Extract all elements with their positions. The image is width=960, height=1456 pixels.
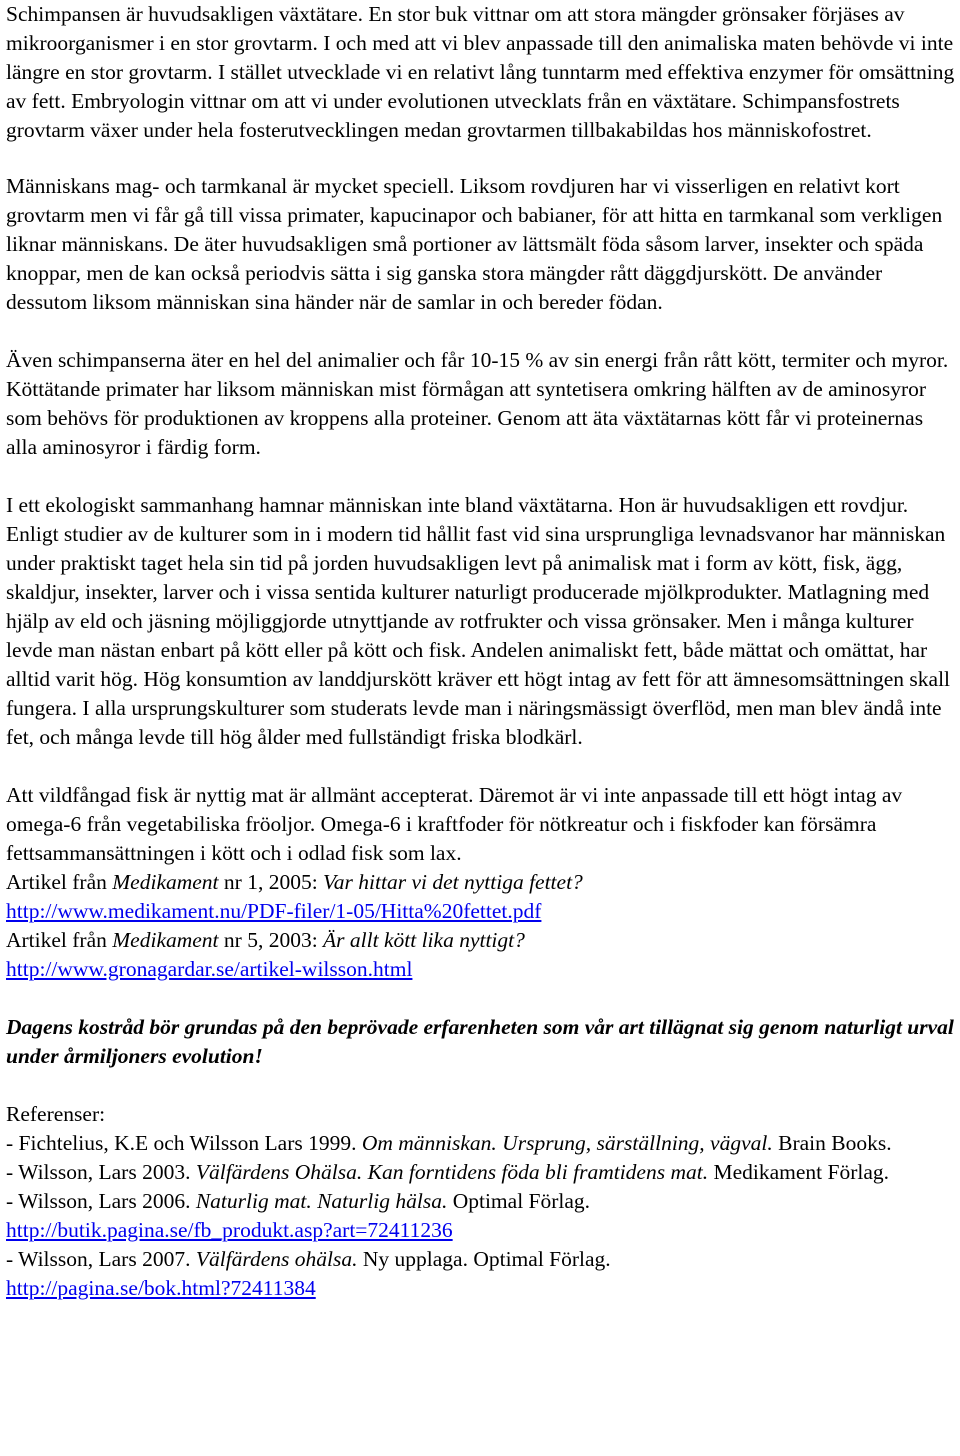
reference-link-3[interactable]: http://butik.pagina.se/fb_produkt.asp?art=72411236 <box>6 1218 453 1242</box>
reference-publisher: Brain Books. <box>778 1131 892 1155</box>
reference-publisher: Ny upplaga. Optimal Förlag. <box>357 1247 611 1271</box>
article-issue: nr 1, 2005: <box>218 870 324 894</box>
reference-title: Naturlig mat. Naturlig hälsa. <box>195 1189 448 1213</box>
reference-authors: - Wilsson, Lars 2003. <box>6 1160 196 1184</box>
paragraph-chimpanzee-digestion: Schimpansen är huvudsakligen växtätare. En stor buk vittnar om att stora mängder grönsaker förjäses av mikroorganismer i en stor grovtarm. I och med att vi blev anpassade till den animaliska maten behövde vi inte längre en stor grovtarm. I stället utvecklade vi en relativt lång tunntarm med effektiva enzymer för omsättning av fett. Embryologin vittnar om att vi under evolutionen utvecklats från en växtätare. Schimpansfostrets grovtarm växer under hela fosterutvecklingen medan grovtarmen tillbakabildas hos människofostret. <box>6 2 955 142</box>
paragraph-omega-6: Att vildfångad fisk är nyttig mat är allmänt accepterat. Däremot är vi inte anpassade till ett högt intag av omega-6 från vegetabiliska fröoljor. Omega-6 i kraftfoder för nötkreatur och i fiskfoder kan försämra fettsammansättningen i kött och i odlad fisk som lax. <box>6 783 903 865</box>
reference-link-4[interactable]: http://pagina.se/bok.html?72411384 <box>6 1276 316 1300</box>
article-link-2[interactable]: http://www.gronagardar.se/artikel-wilsson.html <box>6 957 413 981</box>
article-link-row-2 <box>6 955 957 984</box>
article-issue: nr 5, 2003: <box>218 928 324 952</box>
paragraph-human-gut: Människans mag- och tarmkanal är mycket speciell. Liksom rovdjuren har vi visserligen en relativt kort grovtarm men vi får gå till vissa primater, kapucinapor och babianer, för att hitta en tarmkanal som verkligen liknar människans. De äter huvudsakligen små portioner av lättsmält föda såsom larver, insekter och späda knoppar, men de kan också periodvis sätta i sig ganska stora mängder rått däggdjurskött. De använder dessutom liksom människan sina händer när de samlar in och bereder födan. <box>6 174 943 314</box>
article-title: Är allt kött lika nyttigt? <box>323 928 525 952</box>
reference-authors: - Wilsson, Lars 2007. <box>6 1247 196 1271</box>
reference-title: Välfärdens Ohälsa. Kan forntidens föda bli framtidens mat. <box>195 1160 709 1184</box>
reference-authors: - Wilsson, Lars 2006. <box>6 1189 196 1213</box>
article-link-row-1 <box>6 897 957 926</box>
article-journal: Medikament <box>112 928 219 952</box>
conclusion-statement: Dagens kostråd bör grundas på den beprövade erfarenheten som vår art tillägnat sig genom naturligt urval under årmiljoners evolution! <box>6 1015 954 1068</box>
paragraph-chimpanzee-meat: Även schimpanserna äter en hel del animalier och får 10-15 % av sin energi från rått kött, termiter och myror. Köttätande primater har liksom människan mist förmågan att syntetisera omkring hälften av de aminosyror som behövs för produktionen av kroppens alla proteiner. Genom att äta växtätarnas kött får vi proteinernas alla aminosyror i färdig form. <box>6 348 949 459</box>
reference-1 <box>6 1129 957 1158</box>
article-reference-1 <box>6 868 957 897</box>
reference-title: Om människan. Ursprung, särställning, vägval. <box>361 1131 773 1155</box>
reference-link-row-4 <box>6 1274 957 1303</box>
article-prefix: Artikel från <box>6 870 113 894</box>
article-reference-2 <box>6 926 957 955</box>
article-title: Var hittar vi det nyttiga fettet? <box>323 870 583 894</box>
paragraph-ecological-context: I ett ekologiskt sammanhang hamnar människan inte bland växtätarna. Hon är huvudsakligen ett rovdjur. Enligt studier av de kulturer som in i modern tid hållit fast vid sina ursprungliga levnadsvanor har människan under praktiskt taget hela sin tid på jorden huvudsakligen levt på animalisk mat i form av kött, fisk, ägg, skaldjur, insekter, larver och i vissa sentida kulturer naturligt producerade mjölkprodukter. Matlagning med hjälp av eld och jäsning möjliggjorde utnyttjande av rotfrukter och vissa grönsaker. Men i många kulturer levde man nästan enbart på kött eller på kött och fisk. Andelen animaliskt fett, både mättat och omättat, har alltid varit hög. Hög konsumtion av landdjurskött kräver ett högt intag av fett för att ämnesomsättningen skall fungera. I alla ursprungskulturer som studerats levde man i näringsmässigt överflöd, men man blev ändå inte fet, och många levde till hög ålder med fullständigt friska blodkärl. <box>6 493 951 749</box>
reference-3 <box>6 1187 957 1216</box>
reference-authors: - Fichtelius, K.E och Wilsson Lars 1999. <box>6 1131 362 1155</box>
reference-link-row-3 <box>6 1216 957 1245</box>
article-journal: Medikament <box>112 870 219 894</box>
reference-title: Välfärdens ohälsa. <box>195 1247 358 1271</box>
reference-publisher: Medikament Förlag. <box>713 1160 890 1184</box>
reference-4 <box>6 1245 957 1274</box>
references-heading: Referenser: <box>6 1102 106 1126</box>
article-link-1[interactable]: http://www.medikament.nu/PDF-filer/1-05/Hitta%20fettet.pdf <box>6 899 542 923</box>
reference-publisher: Optimal Förlag. <box>447 1189 591 1213</box>
article-prefix: Artikel från <box>6 928 113 952</box>
reference-2 <box>6 1158 957 1187</box>
